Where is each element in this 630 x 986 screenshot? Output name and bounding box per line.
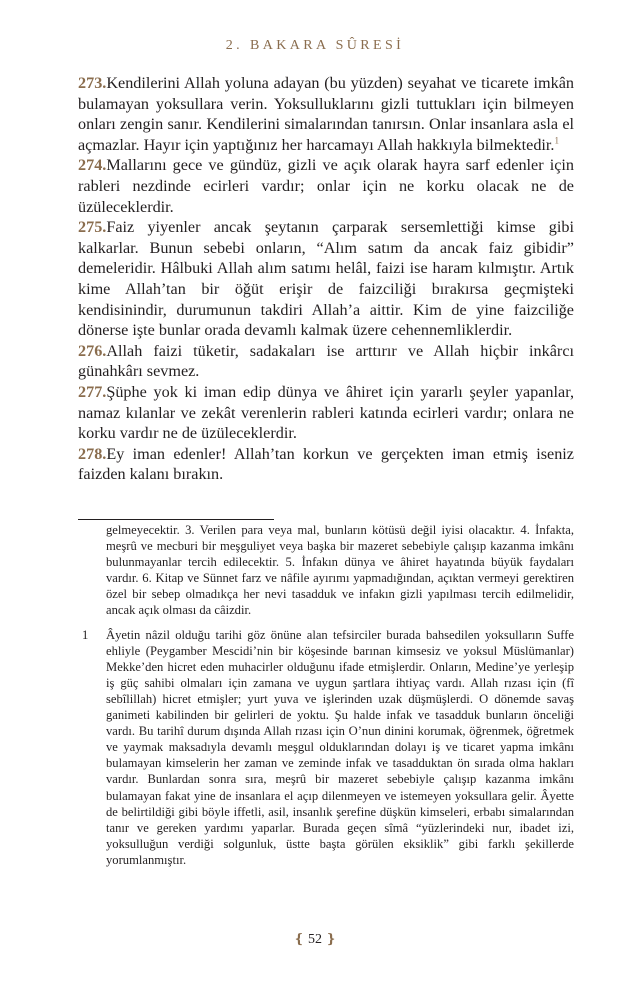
verse-text: Faiz yiyenler ancak şeytanın çarparak sersemlettiği kimse gibi kalkarlar. Bunun sebebi onların, “Alım satım da ancak faiz gibidir” demeleridir. Hâlbuki Allah alım satımı helâl, faizi ise haram kılmıştır. Artık kime Allah’tan bir öğüt erişir de faizciliği bırakırsa geçmişteki kendisinindir, durumunun takdiri Allah’a aittir. Kim de yine faizciliğe dönerse işte bunlar orada devamlı kalmak üzere cehennemliklerdir. [78, 218, 574, 340]
verse-text: Allah faizi tüketir, sadakaları ise arttırır ve Allah hiçbir inkârcı günahkârı sevmez. [78, 341, 574, 381]
verse-number: 273. [78, 74, 107, 92]
verse-text: Mallarını gece ve gündüz, gizli ve açık olarak hayra sarf edenler için rableri nezdinde ecirleri vardır; onlar için ne korku olacak ne de üzüleceklerdir. [78, 156, 574, 216]
running-header: 2. BAKARA SÛRESİ [225, 38, 405, 53]
footnote-ref[interactable]: 1 [554, 135, 559, 146]
footnote-number: 1 [82, 627, 89, 642]
verse-number: 274. [78, 156, 107, 175]
verse-273 [78, 73, 574, 155]
footnote-divider [78, 519, 274, 520]
verse-number: 277. [78, 382, 107, 401]
ornament-left-icon: ❴ [293, 931, 305, 946]
verse-276 [78, 341, 574, 382]
footnote-text: Âyetin nâzil olduğu tarihi göz önüne alan tefsirciler burada bahsedilen yoksulların Suffe ehliyle (Peygamber Mescidi’nin bir köşesinde barınan kimsesiz ve yoksul Müslümanlar) Mekke’den hicret eden muhacirler olduğunu ifade etmişlerdir. Onların, Medine’ye yerleşip iş güç sahibi olmaları için zamana ve uygun şartlara ihtiyaç vardı. Allah rızası için (fî sebîlillah) hicret etmişler; yurt yuva ve işlerinden uzak düşmüşlerdi. O dönemde savaş ganimeti kabilinden bir gelirleri de yoktu. Şu halde infak ve tasadduk bunların önceliği vardı. Bu tarihî durum dışında Allah rızası için O’nun dinini korumak, öğrenmek, öğretmek ve yaymak maksadıyla devamlı meşgul olduklarından dolayı iş ve ticaret yapma imkânı bulamayan kimselerin her zaman ve zeminde infak ve tasadduktan ön sırada olma hakları vardır. Bunlardan sonra sıra, meşrû bir mazeret sebebiyle çalışıp kazanma imkânı bulamayan fakat yine de insanlara el açıp dilenmeyen ve istemeyen yoksullara gelir. Âyette de belirtildiği gibi böyle iffetli, asil, insanlık şerefine düşkün kimseleri, erbabı simalarından tanır ve gereken yardımı yaparlar. Burada geçen sîmâ “yüzlerindeki nur, ibadet izi, yoksulluğun verdiği solgunluk, üstte başta görülen eksiklik” gibi farklı şekillerde yorumlanmıştır. [106, 627, 574, 867]
verse-274 [78, 155, 574, 217]
page-number [0, 931, 630, 948]
ornament-right-icon: ❵ [325, 931, 337, 946]
page-number-text: 52 [308, 932, 322, 947]
verse-275 [78, 217, 574, 341]
footnote-1 [82, 627, 574, 868]
verse-number: 278. [78, 444, 107, 463]
verse-text: Ey iman edenler! Allah’tan korkun ve gerçekten iman etmiş iseniz faizden kalanı bırakın. [78, 444, 574, 484]
footnotes [82, 522, 574, 868]
verse-number: 276. [78, 341, 107, 360]
verse-number: 275. [78, 218, 107, 237]
verse-block [78, 73, 574, 485]
verse-278 [78, 444, 574, 485]
verse-text: Şüphe yok ki iman edip dünya ve âhiret için yararlı şeyler yapanlar, namaz kılanlar ve zekât verenlerin rableri katında ecirleri vardır; onlara ne korku vardır ne de üzüleceklerdir. [78, 382, 574, 443]
footnote-continuation: gelmeyecektir. 3. Verilen para veya mal, bunların kötüsü değil iyisi olacaktır. 4. İnfakta, meşrû ve mecburi bir meşguliyet veya başka bir mazeret sebebiyle çalışıp kazanma imkânı bulunmayanlar tercih edilecektir. 5. İnfakın dünya ve âhiret hayatında büyük faydaları vardır. 6. Kitap ve Sünnet farz ve nâfile ayırımı yapmadığından, açıktan vermeyi gerektiren özel bir sebep olmadıkça her nevi tasadduk ve infakın gizli yapılması tercih edilmelidir, ancak açık olması da câizdir. [106, 523, 574, 618]
verse-text: Kendilerini Allah yoluna adayan (bu yüzden) seyahat ve ticarete imkân bulamayan yoksullara verin. Yoksulluklarını gizli tuttukları için bilmeyen onları zengin sanır. Kendilerini simalarından tanırsın. Onlar insanlara asla el açmazlar. Hayır için yaptığınız her harcamayı Allah hakkıyla bilmektedir. [78, 74, 574, 154]
verse-277 [78, 382, 574, 444]
